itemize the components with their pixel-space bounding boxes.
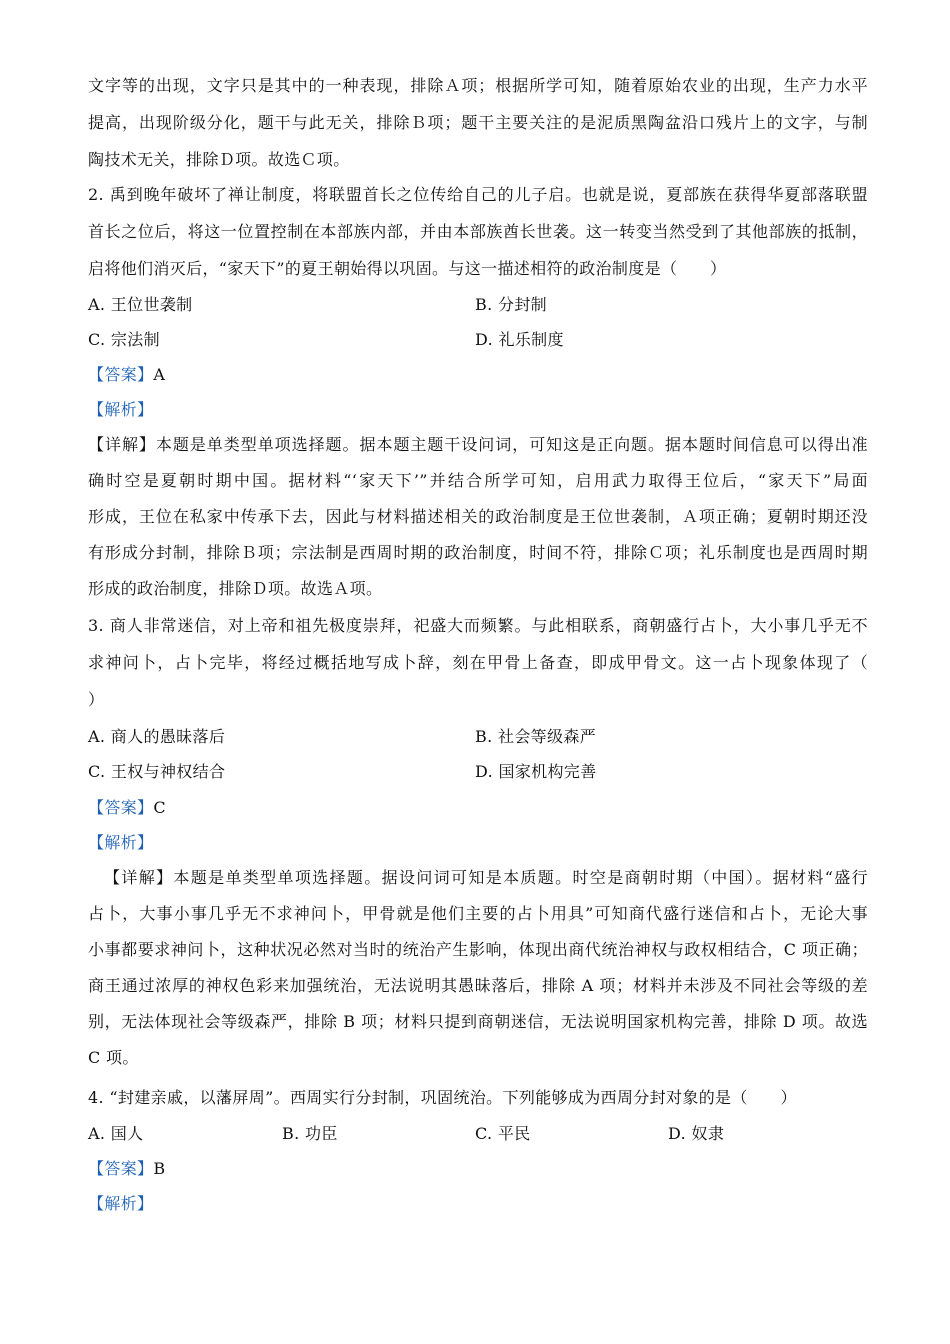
q3-option-b: B. 社会等级森严 [475,727,597,746]
answer-value: B [153,1159,166,1178]
answer-value: C [153,798,166,817]
q2-detail-line: 形成的政治制度，排除Ｄ项。故选Ａ项。 [88,579,383,598]
q3-option-a: A. 商人的愚昧落后 [88,727,226,746]
q2-detail-line: 有形成分封制，排除Ｂ项；宗法制是西周时期的政治制度，时间不符，排除Ｃ项；礼乐制度也是西周时期 [88,543,868,562]
q4-answer [88,1158,166,1180]
q2-detail-line: 形成，王位在私家中传承下去，因此与材料描述相关的政治制度是王位世袭制，Ａ项正确；夏朝时期还没 [88,507,868,526]
q2-stem-line: 2. 禹到晚年破坏了禅让制度，将联盟首长之位传给自己的儿子启。也就是说，夏部族在获得华夏部落联盟 [88,185,868,204]
q1-text-line: 文字等的出现，文字只是其中的一种表现，排除Ａ项；根据所学可知，随着原始农业的出现，生产力水平 [88,76,868,95]
q2-option-b: B. 分封制 [475,295,548,314]
q3-detail-line: 商王通过浓厚的神权色彩来加强统治，无法说明其愚昧落后，排除 A 项；材料并未涉及不同社会等级的差 [88,976,868,995]
q1-text-line: 陶技术无关，排除Ｄ项。故选Ｃ项。 [88,150,350,169]
q3-stem-line: 3. 商人非常迷信，对上帝和祖先极度崇拜，祀盛大而频繁。与此相联系，商朝盛行占卜，大小事几乎无不 [88,616,868,635]
q4-stem-line: 4. “封建亲戚，以藩屏周”。西周实行分封制，巩固统治。下列能够成为西周分封对象的是（ ） [88,1088,797,1107]
q4-analysis-label: 【解析】 [88,1194,154,1213]
q2-option-d: D. 礼乐制度 [475,330,564,349]
q3-stem-line: 求神问卜，占卜完毕，将经过概括地写成卜辞，刻在甲骨上备查，即成甲骨文。这一占卜现象体现了（ [88,653,868,672]
q2-answer [88,364,165,386]
q3-analysis-label: 【解析】 [88,833,154,852]
q3-stem-line: ） [88,690,105,709]
q3-option-c: C. 王权与神权结合 [88,762,226,781]
answer-label: 【答案】 [88,365,154,384]
q2-stem-line: 首长之位后，将这一位置控制在本部族内部，并由本部族酋长世袭。这一转变当然受到了其他部族的抵制， [88,222,868,241]
q3-detail-line: 【详解】本题是单类型单项选择题。据设问词可知是本质题。时空是商朝时期（中国）。据材料“盛行 [104,868,868,887]
q4-option-a: A. 国人 [88,1124,144,1143]
q3-option-d: D. 国家机构完善 [475,762,597,781]
answer-label: 【答案】 [88,1159,154,1178]
q2-detail-line: 确时空是夏朝时期中国。据材料“‘家天下’”并结合所学可知，启用武力取得王位后，“家天下”局面 [88,471,868,490]
q4-option-d: D. 奴隶 [668,1124,725,1143]
q4-option-c: C. 平民 [475,1124,531,1143]
q2-option-a: A. 王位世袭制 [88,295,193,314]
q2-option-c: C. 宗法制 [88,330,160,349]
q2-analysis-label: 【解析】 [88,400,154,419]
q3-detail-line: C 项。 [88,1048,139,1067]
q2-detail-line: 【详解】本题是单类型单项选择题。据本题主题干设问词，可知这是正向题。据本题时间信息可以得出准 [88,435,868,454]
q3-answer [88,797,166,819]
answer-value: A [153,365,166,384]
q3-detail-line: 占卜，大事小事几乎无不求神问卜，甲骨就是他们主要的占卜用具”可知商代盛行迷信和占卜，无论大事 [88,904,868,923]
answer-label: 【答案】 [88,798,154,817]
q3-detail-line: 别，无法体现社会等级森严，排除 B 项；材料只提到商朝迷信，无法说明国家机构完善，排除 D 项。故选 [88,1012,868,1031]
q1-text-line: 提高，出现阶级分化，题干与此无关，排除Ｂ项；题干主要关注的是泥质黑陶盆沿口残片上的文字，与制 [88,113,868,132]
q3-detail-line: 小事都要求神问卜，这种状况必然对当时的统治产生影响，体现出商代统治神权与政权相结合，C 项正确； [88,940,868,959]
q4-option-b: B. 功臣 [282,1124,338,1143]
q2-stem-line: 启将他们消灭后，“家天下”的夏王朝始得以巩固。与这一描述相符的政治制度是（ ） [88,259,727,278]
